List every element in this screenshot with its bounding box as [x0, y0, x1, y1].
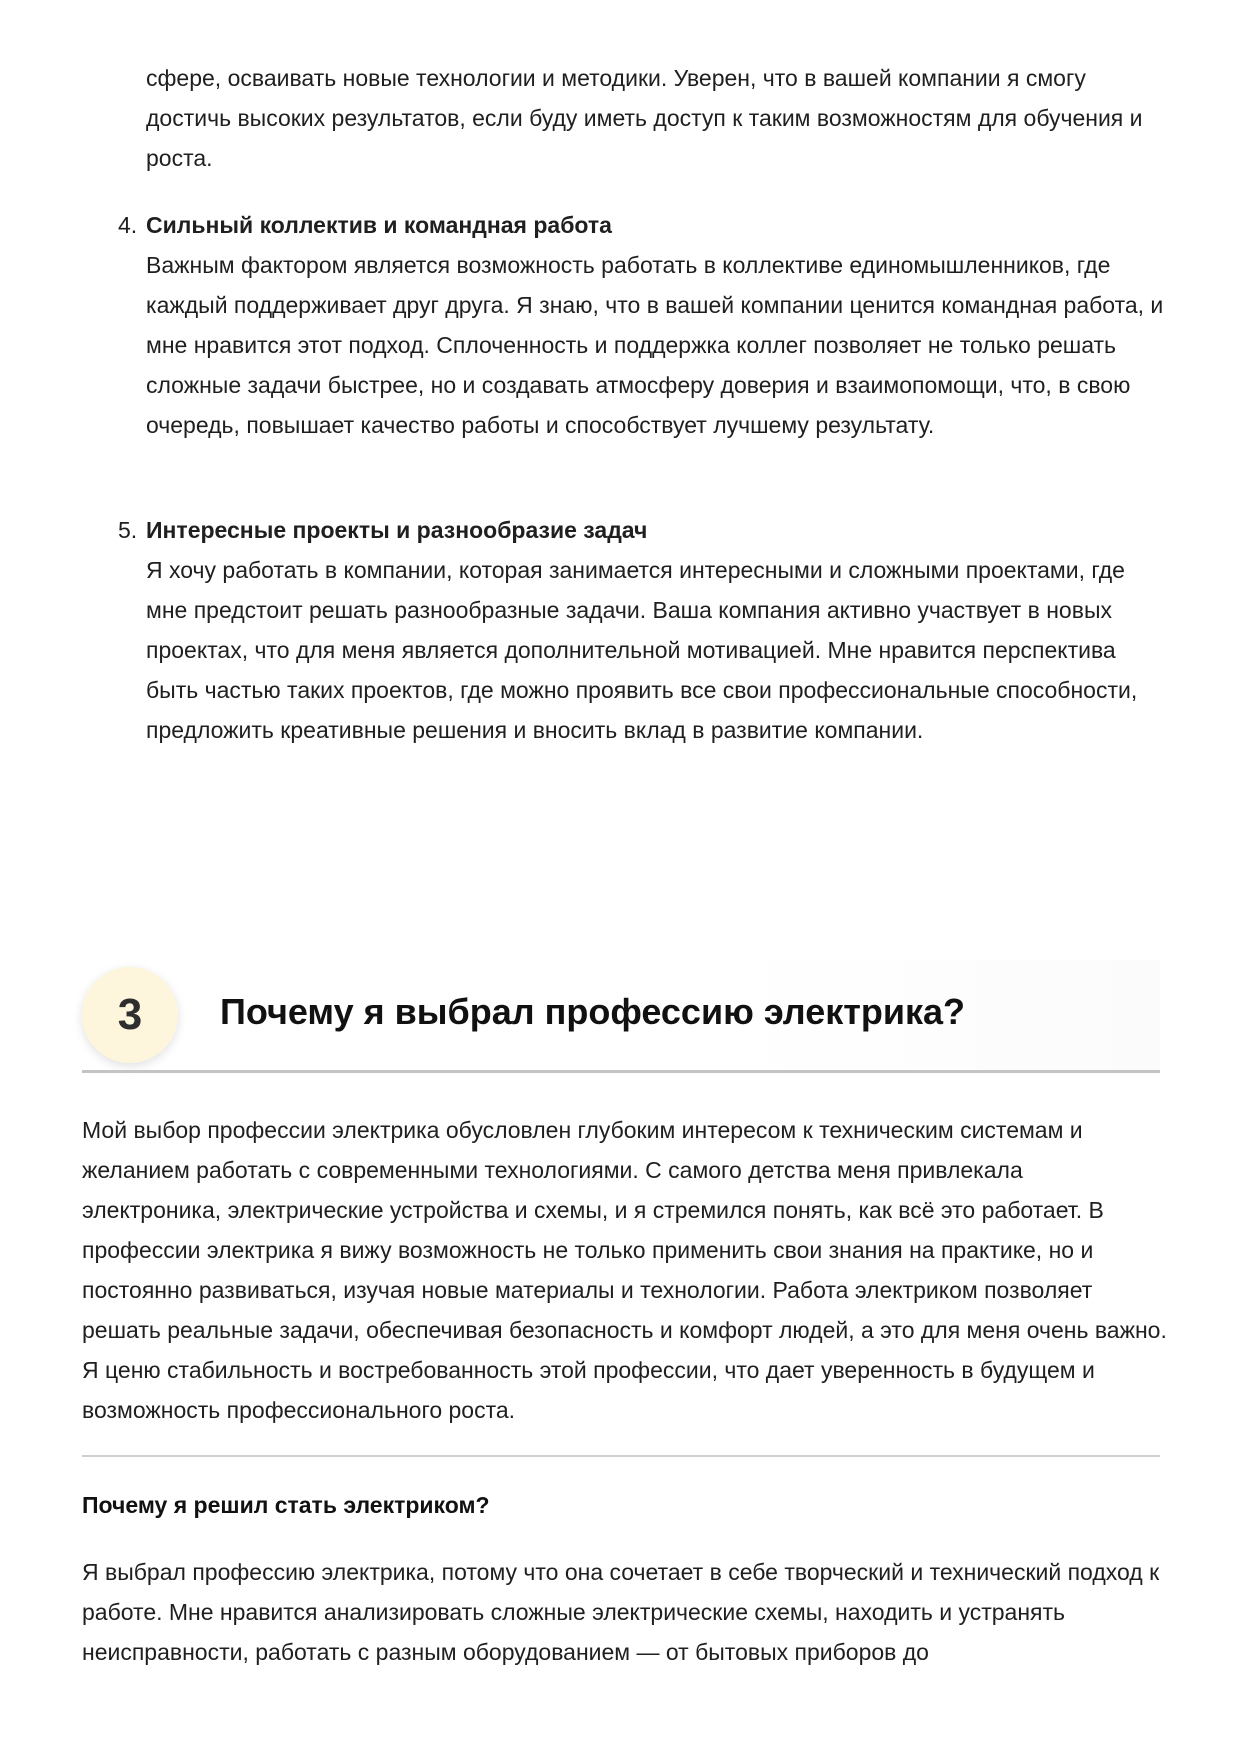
section-header [82, 960, 1160, 1072]
list-item-body: Важным фактором является возможность работать в коллективе единомышленников, где каждый поддерживает друг друга. Я знаю, что в вашей компании ценится командная работа, и мне нравится этот подход. Сплоченность и поддержка коллег позволяет не только решать сложные задачи быстрее, но и создавать атмосферу доверия и взаимопомощи, что, в свою очередь, повышает качество работы и способствует лучшему результату. [146, 252, 1164, 438]
section-divider [82, 1070, 1160, 1073]
subheading: Почему я решил стать электриком? [82, 1492, 490, 1518]
list-item-number: 5. [118, 517, 138, 543]
closing-paragraph: Я выбрал профессию электрика, потому что она сочетает в себе творческий и технический подход к работе. Мне нравится анализировать сложные электрические схемы, находить и устранять неисправности, работать с разным оборудованием — от бытовых приборов до [82, 1559, 1160, 1665]
section-title: Почему я выбрал профессию электрика? [220, 991, 966, 1032]
continuation-paragraph: сфере, осваивать новые технологии и методики. Уверен, что в вашей компании я смогу достичь высоких результатов, если буду иметь доступ к таким возможностям для обучения и роста. [146, 65, 1143, 171]
list-item-title: Интересные проекты и разнообразие задач [146, 517, 648, 543]
list-item-number: 4. [118, 212, 138, 238]
list-item-title: Сильный коллектив и командная работа [146, 212, 612, 238]
paragraph-divider [82, 1455, 1160, 1457]
section-intro-paragraph: Мой выбор профессии электрика обусловлен глубоким интересом к техническим системам и желанием работать с современными технологиями. С самого детства меня привлекала электроника, электрические устройства и схемы, и я стремился понять, как всё это работает. В профессии электрика я вижу возможность не только применить свои знания на практике, но и постоянно развиваться, изучая новые материалы и технологии. Работа электриком позволяет решать реальные задачи, обеспечивая безопасность и комфорт людей, а это для меня очень важно. Я ценю стабильность и востребованность этой профессии, что дает уверенность в будущем и возможность профессионального роста. [82, 1117, 1167, 1423]
section-number-badge: 3 [82, 967, 178, 1063]
list-item-body: Я хочу работать в компании, которая занимается интересными и сложными проектами, где мне предстоит решать разнообразные задачи. Ваша компания активно участвует в новых проектах, что для меня является дополнительной мотивацией. Мне нравится перспектива быть частью таких проектов, где можно проявить все свои профессиональные способности, предложить креативные решения и вносить вклад в развитие компании. [146, 557, 1138, 743]
